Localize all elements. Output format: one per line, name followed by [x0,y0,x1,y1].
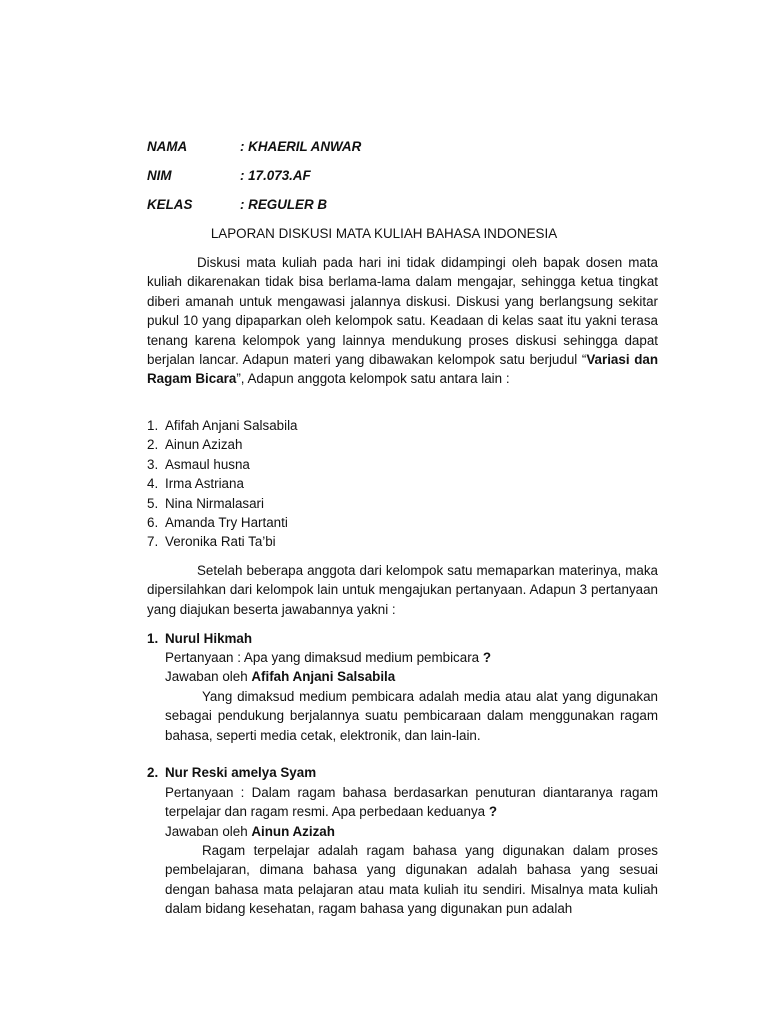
question-1-answerer [165,667,658,686]
transition-paragraph: Setelah beberapa anggota dari kelompok satu memaparkan materinya, maka dipersilahkan dari kelompok lain untuk mengajukan pertanyaan. Adapun 3 pertanyaan yang diajukan beserta jawabannya yakni : [147,563,658,617]
nim-row [147,168,311,183]
member-name: Veronika Rati Ta’bi [165,534,276,550]
kelas-row [147,197,327,212]
asker-name: Nur Reski amelya Syam [165,765,317,780]
member-name: Irma Astriana [165,476,244,492]
question-2-text [165,783,658,822]
question-mark: ? [488,804,498,820]
list-number: 3. [147,456,159,472]
member-name: Afifah Anjani Salsabila [165,418,298,433]
question-number: 2. [147,765,159,780]
answer-prefix: Jawaban oleh [165,669,252,684]
list-number: 6. [147,515,159,531]
answerer-name: Afifah Anjani Salsabila [251,669,396,684]
list-number: 4. [147,476,159,492]
question-2-answer: Ragam terpelajar adalah ragam bahasa yang digunakan dalam proses pembelajaran, dimana bahasa yang digunakan adalah bahasa yang sesuai dengan bahasa mata pelajaran atau mata kuliah itu sendiri. Misalnya mata kuliah dalam bidang kesehatan, ragam bahasa yang digunakan pun adalah [165,843,658,917]
nama-row [147,139,361,154]
member-name: Nina Nirmalasari [165,495,264,511]
list-number: 1. [147,418,159,433]
member-name: Asmaul husna [165,456,250,472]
question-number: 1. [147,631,159,646]
list-item [147,532,298,551]
member-list [147,416,298,552]
answerer-name: Ainun Azizah [251,824,335,839]
kelas-label: KELAS [147,197,193,212]
kelas-value: : REGULER B [240,197,328,212]
list-item [147,513,298,532]
list-item [147,474,298,493]
member-name: Ainun Azizah [165,437,243,453]
intro-topic: Variasi dan Ragam Bicara [147,352,658,387]
question-1-text [165,648,658,667]
nim-value: : 17.073.AF [240,168,311,183]
question-2-asker [147,763,316,782]
nim-label: NIM [147,168,172,183]
list-item [147,435,298,454]
intro-text-after: ”, Adapun anggota kelompok satu antara lain : [236,371,510,387]
document-title: LAPORAN DISKUSI MATA KULIAH BAHASA INDONESIA [210,226,558,241]
list-item [147,455,298,474]
member-name: Amanda Try Hartanti [165,515,288,531]
question-text: Pertanyaan : Dalam ragam bahasa berdasarkan penuturan diantaranya ragam terpelajar dan ragam resmi. Apa perbedaan keduanya [165,785,658,820]
question-1-answer: Yang dimaksud medium pembicara adalah media atau alat yang digunakan sebagai pendukung berjalannya suatu pembicaraan dalam menggunakan ragam bahasa, seperti media cetak, elektronik, dan lain-lain. [165,689,658,743]
question-mark: ? [482,650,492,665]
question-text: Pertanyaan : Apa yang dimaksud medium pembicara [165,650,483,665]
nama-value: : KHAERIL ANWAR [240,139,362,154]
intro-text-before: Diskusi mata kuliah pada hari ini tidak didampingi oleh bapak dosen mata kuliah dikarenakan tidak bisa berlama-lama dalam mengajar, sehingga ketua tingkat diberi amanah untuk mengawasi jalannya diskusi. Diskusi yang berlangsung sekitar pukul 10 yang dipaparkan oleh kelompok satu. Keadaan di kelas saat itu yakni terasa tenang karena kelompok yang lainnya mendukung proses diskusi sehingga dapat berjalan lancar. Adapun materi yang dibawakan kelompok satu berjudul “ [147,255,658,368]
list-item [147,416,298,435]
question-2-answerer [165,822,658,841]
question-1-asker [147,629,252,648]
intro-paragraph [147,253,658,389]
list-number: 2. [147,437,159,453]
list-number: 5. [147,495,159,511]
answer-prefix: Jawaban oleh [165,824,252,839]
nama-label: NAMA [147,139,188,154]
list-item [147,494,298,513]
asker-name: Nurul Hikmah [165,631,253,646]
list-number: 7. [147,534,159,550]
